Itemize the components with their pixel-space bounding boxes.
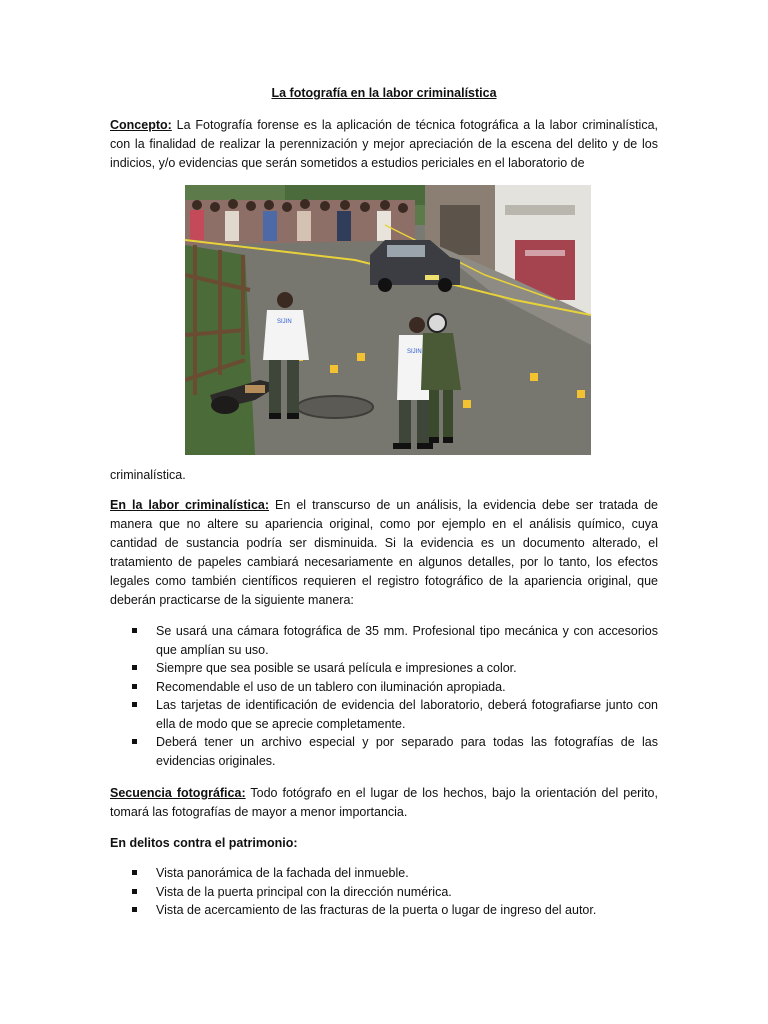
vest-label-right: SIJIN [407,349,422,355]
labor-lead: En la labor criminalística: [110,498,270,512]
patrimonio-bullet-list [110,864,658,920]
labor-text: En el transcurso de un análisis, la evidencia debe ser tratada de manera que no altere su apariencia original, como por ejemplo en el análisis químico, cuya cantidad de sustancia podría ser disminuida. Si la evidencia es un documento alterado, el tratamiento de papeles cambiará necesariamente en algunos detalles, por lo tanto, los efectos legales como también científicos requieren el registro fotográfico de la apariencia original, que deberán practicarse de la siguiente manera: [110,498,658,607]
concepto-paragraph [110,116,658,173]
list-item: Siempre que sea posible se usará película e impresiones a color. [110,659,658,678]
list-item: Vista de acercamiento de las fracturas de la puerta o lugar de ingreso del autor. [110,901,658,920]
list-item: Deberá tener un archivo especial y por separado para todas las fotografías de las evidencias originales. [110,733,658,770]
list-item: Vista panorámica de la fachada del inmueble. [110,864,658,883]
concepto-text: La Fotografía forense es la aplicación de técnica fotográfica a la labor criminalística, con la finalidad de realizar la perennización y mejor apreciación de la escena del delito y de los indicios, y/o evidencias que serán sometidos a estudios periciales en el laboratorio de [110,118,658,170]
concepto-lead: Concepto: [110,118,172,132]
list-item: Vista de la puerta principal con la dirección numérica. [110,883,658,902]
list-item: Las tarjetas de identificación de evidencia del laboratorio, deberá fotografiarse junto con ella de modo que se aprecie completamente. [110,696,658,733]
secuencia-paragraph [110,784,658,822]
crowd [185,199,415,245]
list-item: Se usará una cámara fotográfica de 35 mm. Profesional tipo mecánica y con accesorios que amplían su uso. [110,622,658,659]
secuencia-lead: Secuencia fotográfica: [110,786,246,800]
crime-scene-photo [185,185,591,455]
labor-paragraph [110,496,658,610]
concepto-continuation: criminalística. [110,468,186,482]
vest-label-left: SIJIN [277,319,292,325]
document-title: La fotografía en la labor criminalística [271,86,497,100]
crime-scene-illustration [185,185,591,455]
secuencia-text: Todo fotógrafo en el lugar de los hechos, bajo la orientación del perito, tomará las fotografías de mayor a menor importancia. [110,786,658,819]
manhole [297,396,373,418]
list-item: Recomendable el uso de un tablero con iluminación apropiada. [110,678,658,697]
patrimonio-heading: En delitos contra el patrimonio: [110,836,298,850]
labor-bullet-list [110,622,658,770]
